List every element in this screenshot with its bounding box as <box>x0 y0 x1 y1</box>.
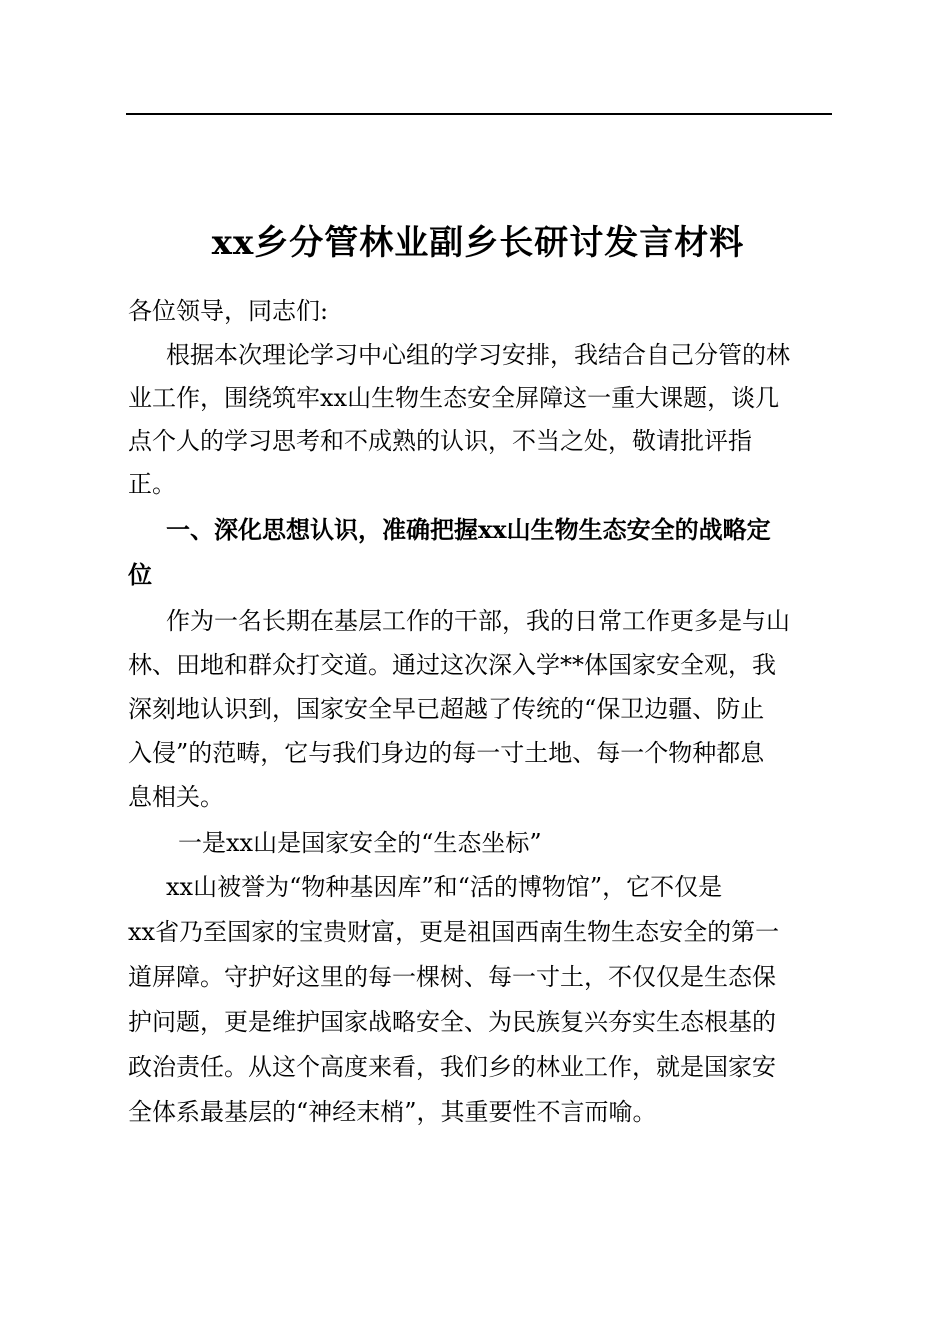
para1-line-3: 深刻地认识到，国家安全早已超越了传统的“保卫边疆、防止 <box>128 695 765 723</box>
intro-line-2: 业工作，围绕筑牢xx山生物生态安全屏障这一重大课题，谈几 <box>128 384 780 412</box>
section-heading-line-2: 位 <box>128 560 152 589</box>
para2-line-4: 护问题，更是维护国家战略安全、为民族复兴夯实生态根基的 <box>128 1008 776 1036</box>
intro-line-1: 根据本次理论学习中心组的学习安排，我结合自己分管的林 <box>166 341 790 369</box>
para2-line-6: 全体系最基层的“神经末梢”，其重要性不言而喻。 <box>128 1098 657 1126</box>
header-rule <box>126 113 832 115</box>
para1-line-4: 入侵”的范畴，它与我们身边的每一寸土地、每一个物种都息 <box>128 739 765 767</box>
para2-line-5: 政治责任。从这个高度来看，我们乡的林业工作，就是国家安 <box>128 1053 776 1081</box>
section-heading-line-1: 一、深化思想认识，准确把握xx山生物生态安全的战略定 <box>166 515 771 544</box>
document-title: xx乡分管林业副乡长研讨发言材料 <box>211 223 745 263</box>
para1-line-2: 林、田地和群众打交道。通过这次深入学**体国家安全观，我 <box>128 651 776 679</box>
para1-line-5: 息相关。 <box>128 783 224 811</box>
intro-line-3: 点个人的学习思考和不成熟的认识，不当之处，敬请批评指 <box>128 427 752 455</box>
salutation: 各位领导，同志们: <box>128 297 329 325</box>
para2-line-1: xx山被誉为“物种基因库”和“活的博物馆”，它不仅是 <box>166 873 723 901</box>
subheading-1: 一是xx山是国家安全的“生态坐标” <box>178 829 542 857</box>
para1-line-1: 作为一名长期在基层工作的干部，我的日常工作更多是与山 <box>166 607 790 635</box>
para2-line-3: 道屏障。守护好这里的每一棵树、每一寸土，不仅仅是生态保 <box>128 963 776 991</box>
intro-line-4: 正。 <box>128 470 176 498</box>
para2-line-2: xx省乃至国家的宝贵财富，更是祖国西南生物生态安全的第一 <box>128 918 780 946</box>
